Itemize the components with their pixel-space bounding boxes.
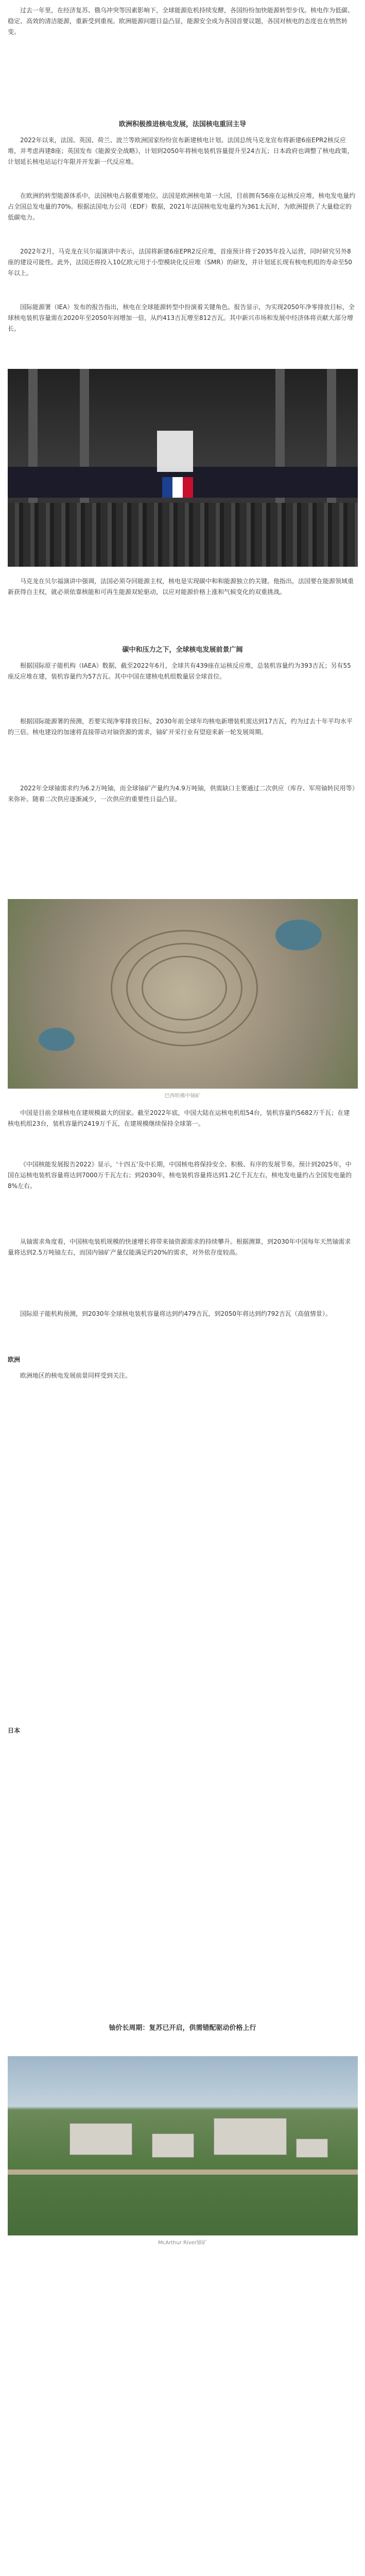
paragraph: 中国是目前全球核电在建规模最大的国家。截至2022年底，中国大陆在运核电机组54台，装机容量约5682万千瓦；在建核电机组23台，装机容量约2419万千瓦，在建规模继续保持全球第一。 — [8, 1109, 350, 1127]
paragraph: 2022年以来，法国、英国、荷兰、波兰等欧洲国家纷纷宣布新建核电计划。法国总统马克龙宣布将新建6座EPR2核反应堆，并考虑再建8座；英国发布《能源安全战略》，计划到2050年将核电装机容量提升至24吉瓦；日本政府也调整了核电政策，计划延长核电站运行年限并开发新一代反应堆。 — [8, 137, 354, 165]
paragraph: 欧洲地区的核电发展前景同样受到关注。 — [20, 1372, 132, 1379]
section-heading-uranium: 铀价长周期：复苏已开启，供需错配驱动价格上行 — [109, 2024, 256, 2032]
paragraph: 国际原子能机构预测，到2030年全球核电装机容量将达到约479吉瓦，到2050年将达到约792吉瓦（高值情景）。 — [20, 1310, 332, 1317]
paragraph: 从铀需求角度看，中国核电装机规模的快速增长将带来铀资源需求的持续攀升。根据测算，到2030年中国每年天然铀需求量将达到2.5万吨铀左右，而国内铀矿产量仅能满足约20%的需求，对外依存度较高。 — [8, 1238, 351, 1256]
photo-caption: McArthur River铀矿 — [158, 2240, 207, 2246]
paragraph: 国际能源署（IEA）发布的报告指出，核电在全球能源转型中扮演着关键角色。报告显示，为实现2050年净零排放目标，全球核电装机容量需在2020年至2050年间增加一倍，从约413吉瓦增至812吉瓦。其中新兴市场和发展中经济体将贡献大部分增长。 — [8, 303, 355, 332]
intro-paragraph: 过去一年里，在经济复苏、俄乌冲突等因素影响下，全球能源危机持续发酵，各国纷纷加快能源转型步伐。核电作为低碳、稳定、高效的清洁能源，重新受到重视。欧洲能源问题日益凸显，能源安全成为各国首要议题，各国对核电的态度也在悄然转变。 — [8, 7, 354, 36]
photo-caption: 巴西哈佛中铀矿 — [164, 1093, 201, 1099]
section-heading-global: 碳中和压力之下，全球核电发展前景广阔 — [122, 646, 243, 654]
paragraph: 根据国际能源署的预测，若要实现净零排放目标，2030年前全球年均核电新增装机需达到17吉瓦，约为过去十年平均水平的三倍。核电建设的加速将直接带动对铀资源的需求，铀矿开采行业有望迎来新一轮发展周期。 — [8, 718, 353, 736]
subheading-japan: 日本 — [8, 1727, 21, 1734]
paragraph: 《中国核能发展报告2022》显示，'十四五'及中长期，中国核电将保持安全、积极、有序的发展节奏。预计到2025年，中国在运核电装机容量将达到7000万千瓦左右；到2030年，核电装机容量将达到1.2亿千瓦左右，核电发电量约占全国发电量的8%左右。 — [8, 1161, 352, 1190]
mine-facility-photo — [8, 2056, 358, 2235]
subheading-europe: 欧洲 — [8, 1356, 21, 1363]
paragraph: 根据国际原子能机构（IAEA）数据，截至2022年6月，全球共有439座在运核反应堆，总装机容量约为393吉瓦；另有55座反应堆在建，装机容量约为57吉瓦。其中中国在建核电机组数量居全球首位。 — [8, 662, 351, 680]
section-heading-europe: 欧洲积极推进核电发展，法国核电重回主导 — [118, 121, 246, 128]
paragraph: 2022年全球铀需求约为6.2万吨铀，而全球铀矿产量约为4.9万吨铀，供需缺口主要通过二次供应（库存、军用铀转民用等）来弥补。随着二次供应逐渐减少，一次供应的重要性日益凸显。 — [8, 785, 355, 803]
paragraph: 马克龙在贝尔福演讲中强调，法国必须夺回能源主权，核电是实现碳中和和能源独立的关键。他指出，法国要在能源领域重新获得自主权，就必须依靠核能和可再生能源双轮驱动，以应对能源价格上涨和气候变化的双重挑战。 — [8, 578, 354, 596]
paragraph: 在欧洲的转型能源体系中，法国核电占据重要地位。法国是欧洲核电第一大国，目前拥有56座在运核反应堆，核电发电量约占全国总发电量的70%。根据法国电力公司（EDF）数据，2021年法国核电发电量约为361太瓦时，为欧洲提供了大量稳定的低碳电力。 — [8, 192, 356, 221]
speech-event-photo — [8, 369, 358, 567]
paragraph: 2022年2月，马克龙在贝尔福演讲中表示，法国将新建6座EPR2反应堆，首座预计将于2035年投入运营，同时研究另外8座的建设可能性。此外，法国还将投入10亿欧元用于小型模块化反应堆（SMR）的研发，并计划延长现有核电机组的寿命至50年以上。 — [8, 248, 352, 277]
uranium-mine-aerial-photo — [8, 899, 358, 1089]
